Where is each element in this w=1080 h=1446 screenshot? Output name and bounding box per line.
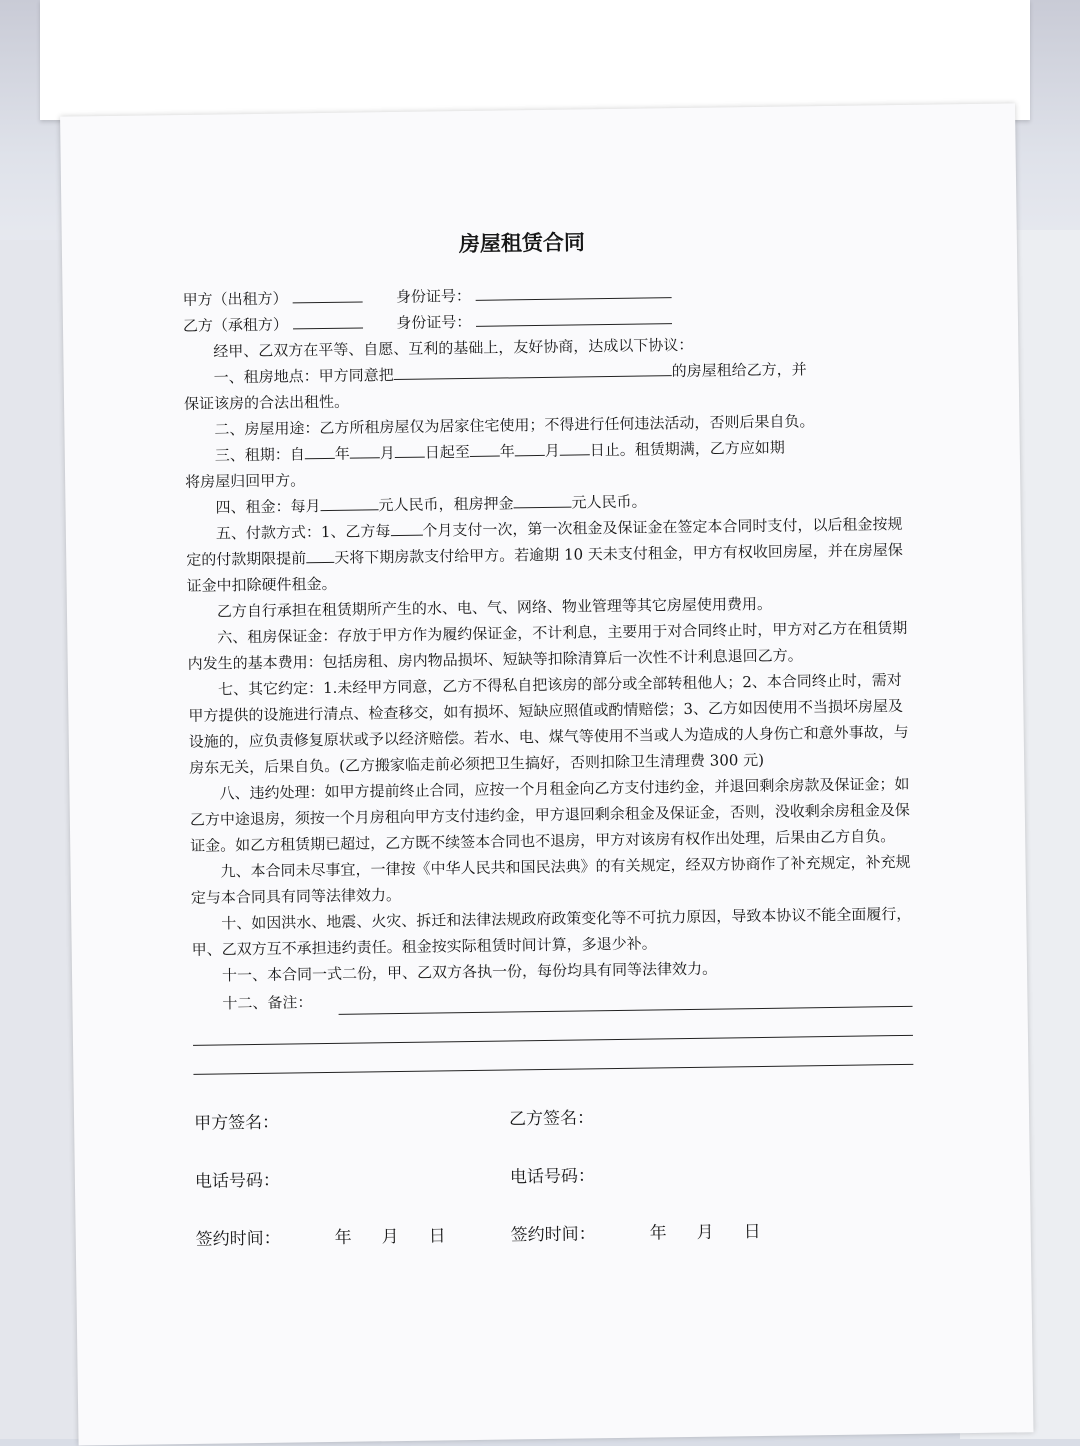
party-a-signature-label: 甲方签名： (193, 1112, 280, 1134)
clause-1-address-blank (394, 359, 672, 380)
clause-2: 二、房屋用途：乙方所租房屋仅为居家住宅使用；不得进行任何违法活动，否则后果自负。 (214, 412, 815, 439)
clause-5 (186, 511, 907, 599)
party-a-id-blank (476, 281, 672, 301)
party-a-month: 月 (381, 1227, 399, 1248)
party-a-year: 年 (334, 1227, 352, 1248)
party-a-blank (292, 285, 362, 303)
party-a-label: 甲方（出租方） (182, 289, 288, 309)
clause-3-until: 日止。租赁期满，乙方应如期 (589, 438, 785, 460)
clause-1-cont: 保证该房的合法出租性。 (183, 392, 350, 413)
clause-8: 八、违约处理：如甲方提前终止合同，应按一个月租金向乙方支付违约金，并退回剩余房款及保证金；如乙方中途退房，须按一个月房租向甲方支付违约金，甲方退回剩余租金及保证金，否则，没收剩余房租金及保证金。如乙方租赁期已超过，乙方既不续签本合同也不退房，甲方对该房有权作出处理，后果由乙方自负。 (189, 774, 910, 855)
document-title: 房屋租赁合同 (458, 230, 586, 257)
clause-3-year-end: 年 (499, 442, 515, 461)
clause-5-text-a: 五、付款方式：1、乙方每 (215, 522, 391, 543)
clause-5-text-b: 个月支付一次，第一次租金及保证金在签定本合同时支 (422, 516, 783, 540)
party-a-date-row (196, 1223, 476, 1253)
party-b-year: 年 (649, 1223, 667, 1244)
clause-4-text-a: 四、租金：每月 (215, 497, 321, 517)
contract-paper (60, 103, 1033, 1445)
clause-3-cont: 将房屋归回甲方。 (185, 471, 306, 491)
party-b-day: 日 (743, 1221, 761, 1243)
clause-3-month-end: 月 (544, 441, 560, 460)
party-b-date-label: 签约时间： (510, 1224, 596, 1246)
contract-body (182, 225, 917, 1311)
clause-11: 十一、本合同一式二份，甲、乙双方各执一份，每份均具有同等法律效力。 (221, 959, 718, 985)
clause-10: 十、如因洪水、地震、火灾、拆迁和法律法规政府政策变化等不可抗力原因，导致本协议不能全面履行，甲、乙双方互不承担违约责任。租金按实际租赁时间计算，多退少补。 (191, 904, 912, 959)
party-b-signature-label: 乙方签名： (508, 1108, 595, 1130)
clause-5-fees: 乙方自行承担在租赁期所产生的水、电、气、网络、物业管理等其它房屋使用费用。 (216, 594, 773, 621)
clause-3-text: 三、租期：自 (214, 445, 305, 465)
party-b-date-row (511, 1219, 791, 1249)
clause-6: 六、租房保证金：存放于甲方作为履约保证金，不计利息，主要用于对合同终止时，甲方对乙方在租赁期内发生的基本费用：包括房租、房内物品损坏、短缺等扣除清算后一次性不计利息退回乙方。 (187, 618, 908, 673)
clause-5-text-d: 天将下期房款支付给甲方。若逾期 10 天未支付租金，甲方有权收回房屋，并在房屋保证金中扣除硬件租金。 (186, 540, 903, 595)
clause-5-text-c: 付，以后租金按规定的付款期限提前 (186, 514, 903, 569)
signature-section (194, 1101, 917, 1311)
intro-paragraph: 经甲、乙双方在平等、自愿、互利的基础上，友好协商，达成以下协议： (213, 335, 694, 361)
party-a-day: 日 (428, 1226, 446, 1247)
remarks-label: 十二、备注： (222, 993, 313, 1013)
clause-3-month: 月 (379, 444, 395, 463)
back-paper-sheet (40, 0, 1030, 120)
clause-9: 九、本合同未尽事宜，一律按《中华人民共和国民法典》的有关规定，经双方协商作了补充规定，补充规定与本合同具有同等法律效力。 (190, 852, 911, 907)
party-b-id-blank (476, 307, 672, 327)
clause-7: 七、其它约定：1.未经甲方同意，乙方不得私自把该房的部分或全部转租他人；2、本合同终止时，需对甲方提供的设施进行清点、检查移交，如有损坏、短缺应照值或酌情赔偿；3、乙方如因使用不当损坏房屋及设施的，应负责修复原状或予以经济赔偿。若水、电、煤气等使用不当或人为造成的人身伤亡和意外事故，与房东无关，后果自负。(乙方搬家临走前必须把卫生搞好，否则扣除卫生清理费 300 元) (188, 670, 909, 777)
clause-3-from: 日起至 (424, 442, 470, 462)
clause-1-text-b: 的房屋租给乙方，并 (671, 360, 807, 381)
party-a-date-label: 签约时间： (195, 1228, 281, 1250)
clause-1-text-a: 一、租房地点：甲方同意把 (213, 366, 394, 387)
party-b-label: 乙方（承租方） (182, 315, 289, 335)
party-b-phone-label: 电话号码： (509, 1166, 596, 1188)
party-a-phone-label: 电话号码： (194, 1170, 281, 1192)
clause-4-text-b: 元人民币，租房押金 (378, 494, 514, 515)
clause-4-text-c: 元人民币。 (571, 492, 647, 512)
party-b-month: 月 (696, 1222, 714, 1243)
party-a-id-label: 身份证号： (395, 286, 472, 306)
remarks-section (192, 981, 913, 1075)
party-b-blank (293, 311, 363, 329)
party-b-id-label: 身份证号： (396, 312, 472, 332)
clause-3-year: 年 (334, 444, 350, 463)
